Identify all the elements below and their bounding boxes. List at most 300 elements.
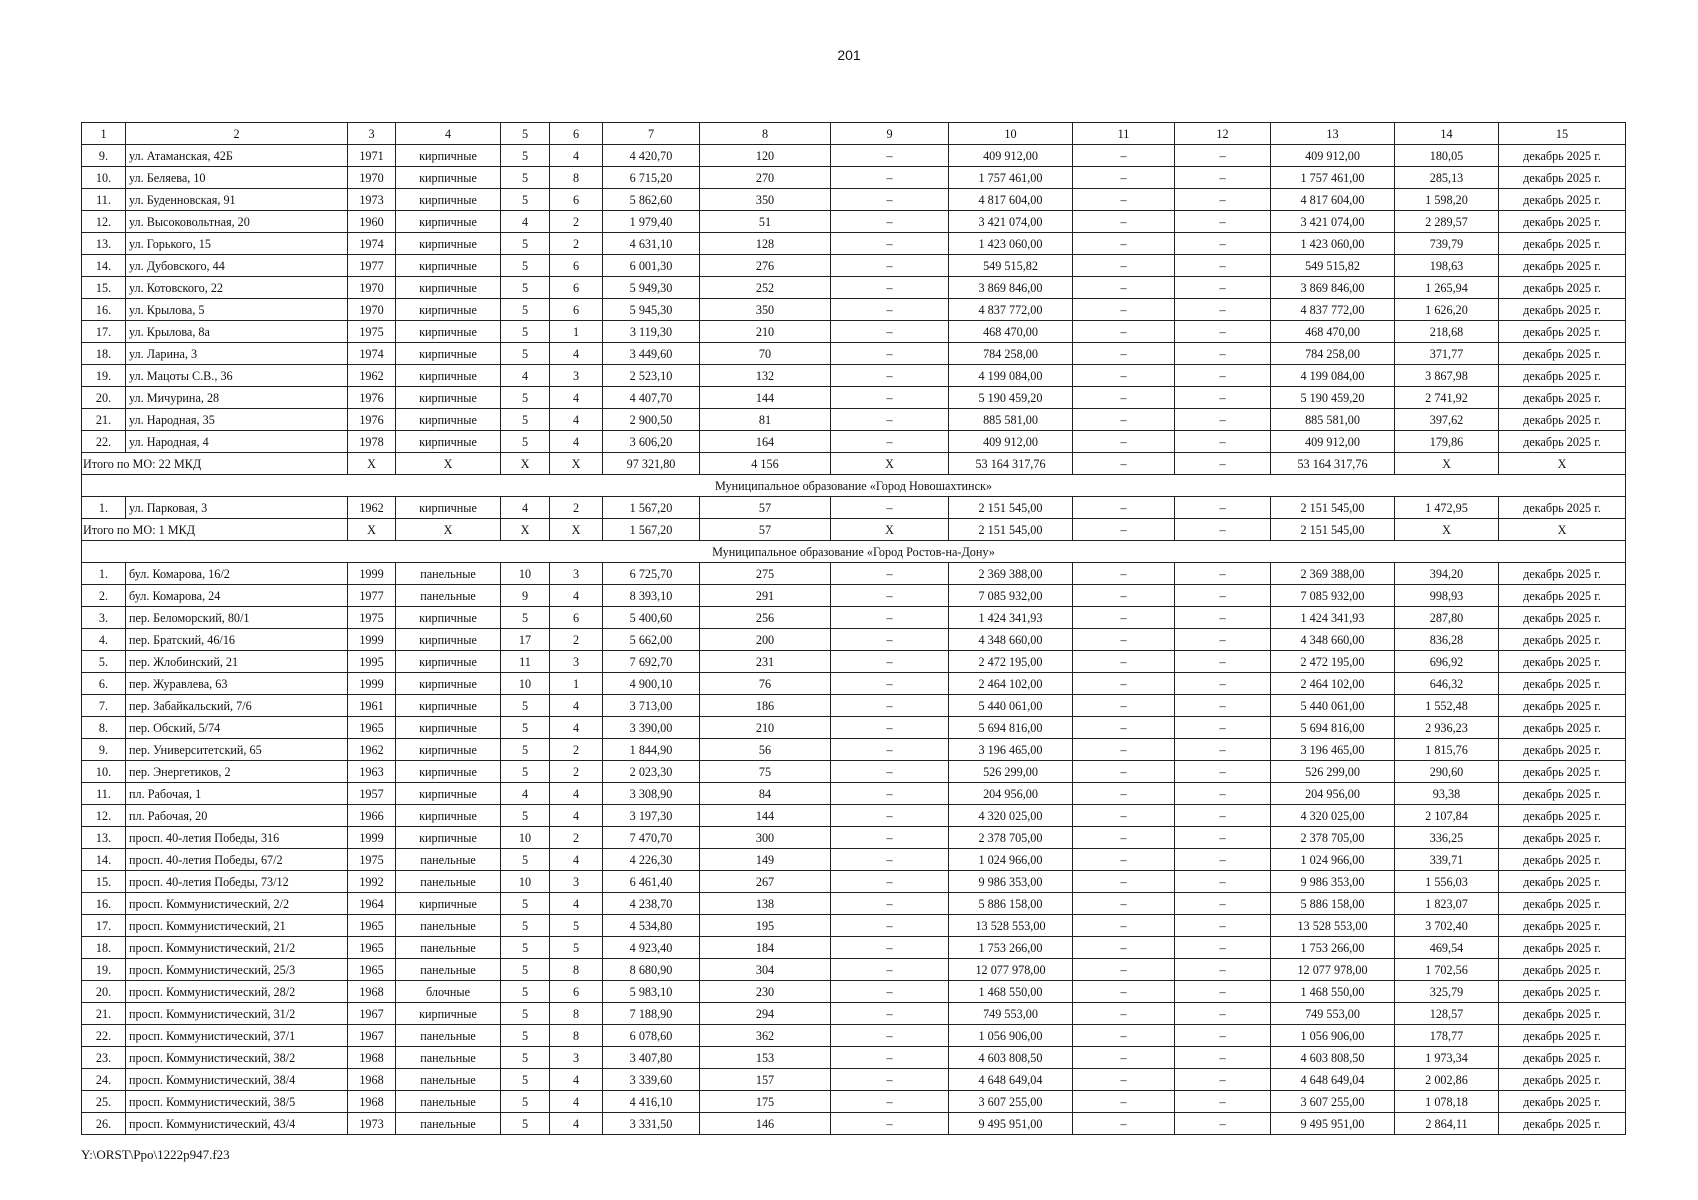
table-cell: – (831, 981, 949, 1003)
table-cell: декабрь 2025 г. (1499, 849, 1626, 871)
table-cell: 1962 (348, 739, 396, 761)
total-row (82, 453, 1626, 475)
table-cell: 1963 (348, 761, 396, 783)
table-cell: 1 702,56 (1395, 959, 1499, 981)
table-cell: 4 320 025,00 (949, 805, 1073, 827)
table-cell: 128,57 (1395, 1003, 1499, 1025)
table-cell: – (1073, 1003, 1175, 1025)
header-cell: 10 (949, 123, 1073, 145)
table-cell: – (1175, 277, 1271, 299)
table-cell: 5 (501, 915, 550, 937)
table-cell: 10. (82, 167, 126, 189)
table-cell: 1 468 550,00 (1271, 981, 1395, 1003)
table-cell: 549 515,82 (1271, 255, 1395, 277)
table-cell: 20. (82, 387, 126, 409)
table-cell: 11. (82, 783, 126, 805)
table-cell: кирпичные (396, 431, 501, 453)
table-cell: кирпичные (396, 277, 501, 299)
table-cell: 186 (700, 695, 831, 717)
table-cell: кирпичные (396, 343, 501, 365)
table-row (82, 849, 1626, 871)
table-cell: 1 753 266,00 (1271, 937, 1395, 959)
table-cell: – (1073, 255, 1175, 277)
table-cell: 2 (550, 761, 603, 783)
table-cell: 4 320 025,00 (1271, 805, 1395, 827)
table-cell: 5 (501, 431, 550, 453)
table-cell: 5 (501, 233, 550, 255)
table-cell: кирпичные (396, 1003, 501, 1025)
table-cell: – (1073, 343, 1175, 365)
table-cell: 2 472 195,00 (949, 651, 1073, 673)
table-cell: 3 702,40 (1395, 915, 1499, 937)
table-cell: – (831, 761, 949, 783)
table-cell: 4 (501, 497, 550, 519)
table-cell: 4 407,70 (603, 387, 700, 409)
table-cell: 157 (700, 1069, 831, 1091)
table-cell: 784 258,00 (949, 343, 1073, 365)
total-cell: X (1395, 519, 1499, 541)
table-cell: – (1175, 1047, 1271, 1069)
table-row (82, 805, 1626, 827)
table-cell: декабрь 2025 г. (1499, 145, 1626, 167)
table-cell: 7 470,70 (603, 827, 700, 849)
table-cell: – (1073, 1091, 1175, 1113)
address-cell: пер. Энергетиков, 2 (126, 761, 348, 783)
table-cell: 294 (700, 1003, 831, 1025)
table-cell: – (831, 1113, 949, 1135)
table-cell: – (831, 629, 949, 651)
table-cell: 409 912,00 (949, 431, 1073, 453)
table-row (82, 189, 1626, 211)
table-cell: 739,79 (1395, 233, 1499, 255)
table-cell: кирпичные (396, 893, 501, 915)
table-cell: 12 077 978,00 (949, 959, 1073, 981)
table-cell: 1 598,20 (1395, 189, 1499, 211)
table-cell: 5 662,00 (603, 629, 700, 651)
table-cell: 4 817 604,00 (949, 189, 1073, 211)
address-cell: просп. 40-летия Победы, 316 (126, 827, 348, 849)
table-cell: 3 (550, 563, 603, 585)
table-cell: панельные (396, 1069, 501, 1091)
table-cell: – (1175, 1003, 1271, 1025)
table-cell: 2. (82, 585, 126, 607)
table-cell: 84 (700, 783, 831, 805)
table-cell: 6. (82, 673, 126, 695)
table-cell: – (1073, 365, 1175, 387)
header-cell: 12 (1175, 123, 1271, 145)
table-cell: 2 (550, 497, 603, 519)
table-cell: 1 424 341,93 (1271, 607, 1395, 629)
table-cell: панельные (396, 1047, 501, 1069)
table-cell: 1999 (348, 629, 396, 651)
table-cell: 18. (82, 937, 126, 959)
table-cell: 4 631,10 (603, 233, 700, 255)
table-cell: – (1175, 145, 1271, 167)
table-cell: 10 (501, 673, 550, 695)
table-cell: – (1175, 585, 1271, 607)
table-cell: – (831, 1091, 949, 1113)
table-cell: – (1175, 497, 1271, 519)
table-cell: – (831, 1025, 949, 1047)
table-cell: 468 470,00 (1271, 321, 1395, 343)
table-cell: 4 (550, 893, 603, 915)
total-cell: X (501, 453, 550, 475)
address-cell: пер. Беломорский, 80/1 (126, 607, 348, 629)
table-cell: 11 (501, 651, 550, 673)
table-cell: 3 607 255,00 (1271, 1091, 1395, 1113)
table-cell: 1976 (348, 409, 396, 431)
table-cell: – (831, 585, 949, 607)
table-cell: декабрь 2025 г. (1499, 739, 1626, 761)
address-cell: ул. Крылова, 5 (126, 299, 348, 321)
address-cell: пер. Обский, 5/74 (126, 717, 348, 739)
table-cell: 5 (501, 167, 550, 189)
table-cell: – (1073, 167, 1175, 189)
table-cell: – (1073, 629, 1175, 651)
table-cell: – (1073, 1047, 1175, 1069)
table-cell: 1 078,18 (1395, 1091, 1499, 1113)
table-row (82, 585, 1626, 607)
table-cell: – (1175, 937, 1271, 959)
header-cell: 5 (501, 123, 550, 145)
table-cell: панельные (396, 937, 501, 959)
table-row (82, 255, 1626, 277)
table-cell: декабрь 2025 г. (1499, 937, 1626, 959)
table-cell: декабрь 2025 г. (1499, 981, 1626, 1003)
table-cell: 5 694 816,00 (1271, 717, 1395, 739)
table-row (82, 1069, 1626, 1091)
table-cell: 2 (550, 233, 603, 255)
table-cell: 4 (550, 849, 603, 871)
table-cell: 4. (82, 629, 126, 651)
table-cell: 4 603 808,50 (1271, 1047, 1395, 1069)
table-cell: – (831, 1047, 949, 1069)
table-cell: 3 421 074,00 (949, 211, 1073, 233)
table-cell: 4 226,30 (603, 849, 700, 871)
table-cell: 5 (501, 805, 550, 827)
table-cell: 4 (550, 805, 603, 827)
table-header (82, 123, 1626, 145)
total-row (82, 519, 1626, 541)
table-cell: 184 (700, 937, 831, 959)
table-cell: 6 715,20 (603, 167, 700, 189)
table-cell: 1968 (348, 1069, 396, 1091)
table-cell: 276 (700, 255, 831, 277)
table-cell: – (1175, 343, 1271, 365)
table-cell: 12 077 978,00 (1271, 959, 1395, 981)
table-cell: 1 552,48 (1395, 695, 1499, 717)
table-cell: кирпичные (396, 365, 501, 387)
table-cell: 1999 (348, 563, 396, 585)
table-cell: 138 (700, 893, 831, 915)
total-cell: X (1499, 453, 1626, 475)
table-cell: – (831, 783, 949, 805)
table-cell: декабрь 2025 г. (1499, 695, 1626, 717)
header-cell: 1 (82, 123, 126, 145)
address-cell: пл. Рабочая, 20 (126, 805, 348, 827)
address-cell: ул. Парковая, 3 (126, 497, 348, 519)
table-cell: 6 461,40 (603, 871, 700, 893)
table-row (82, 915, 1626, 937)
total-cell: X (501, 519, 550, 541)
table-cell: – (1073, 849, 1175, 871)
header-cell: 15 (1499, 123, 1626, 145)
table-cell: 5 (501, 1091, 550, 1113)
table-row (82, 937, 1626, 959)
table-cell: – (831, 189, 949, 211)
table-cell: 5 (501, 937, 550, 959)
table-cell: 1965 (348, 915, 396, 937)
table-cell: – (1073, 981, 1175, 1003)
address-cell: просп. Коммунистический, 38/4 (126, 1069, 348, 1091)
table-cell: 1 056 906,00 (1271, 1025, 1395, 1047)
address-cell: просп. 40-летия Победы, 73/12 (126, 871, 348, 893)
table-cell: декабрь 2025 г. (1499, 167, 1626, 189)
table-cell: – (1175, 321, 1271, 343)
table-cell: 1977 (348, 585, 396, 607)
table-cell: кирпичные (396, 211, 501, 233)
address-cell: просп. Коммунистический, 37/1 (126, 1025, 348, 1047)
header-cell: 3 (348, 123, 396, 145)
table-cell: кирпичные (396, 299, 501, 321)
table-cell: 362 (700, 1025, 831, 1047)
table-cell: 1992 (348, 871, 396, 893)
table-cell: декабрь 2025 г. (1499, 871, 1626, 893)
table-cell: 230 (700, 981, 831, 1003)
table-cell: 2 378 705,00 (1271, 827, 1395, 849)
table-cell: 1 (550, 673, 603, 695)
table-cell: 1 423 060,00 (1271, 233, 1395, 255)
table-cell: – (831, 563, 949, 585)
table-cell: 7 085 932,00 (1271, 585, 1395, 607)
table-cell: – (831, 695, 949, 717)
table-cell: – (1073, 277, 1175, 299)
table-cell: – (1073, 893, 1175, 915)
table-cell: декабрь 2025 г. (1499, 673, 1626, 695)
table-cell: кирпичные (396, 607, 501, 629)
table-cell: 1. (82, 497, 126, 519)
table-cell: – (1175, 629, 1271, 651)
address-cell: просп. Коммунистический, 38/2 (126, 1047, 348, 1069)
address-cell: просп. 40-летия Победы, 67/2 (126, 849, 348, 871)
table-cell: 200 (700, 629, 831, 651)
table-cell: 5 862,60 (603, 189, 700, 211)
address-cell: просп. Коммунистический, 21 (126, 915, 348, 937)
table-cell: 4 (550, 783, 603, 805)
table-cell: 10. (82, 761, 126, 783)
table-cell: 2 289,57 (1395, 211, 1499, 233)
address-cell: просп. Коммунистический, 25/3 (126, 959, 348, 981)
table-cell: 2 369 388,00 (949, 563, 1073, 585)
table-cell: 4 648 649,04 (949, 1069, 1073, 1091)
table-cell: 5 (501, 1113, 550, 1135)
section-title: Муниципальное образование «Город Новошахтинск» (82, 475, 1626, 497)
table-cell: 1962 (348, 365, 396, 387)
table-cell: 291 (700, 585, 831, 607)
table-cell: панельные (396, 849, 501, 871)
table-cell: 175 (700, 1091, 831, 1113)
section-row (82, 541, 1626, 563)
table-cell: – (1175, 409, 1271, 431)
table-cell: 409 912,00 (949, 145, 1073, 167)
table-cell: 6 (550, 607, 603, 629)
table-cell: – (831, 321, 949, 343)
table-cell: 998,93 (1395, 585, 1499, 607)
table-cell: 325,79 (1395, 981, 1499, 1003)
table-cell: 409 912,00 (1271, 431, 1395, 453)
table-cell: 1965 (348, 937, 396, 959)
table-cell: 3 197,30 (603, 805, 700, 827)
table-cell: 4 (550, 431, 603, 453)
table-cell: 144 (700, 805, 831, 827)
table-cell: 2 (550, 739, 603, 761)
address-cell: пл. Рабочая, 1 (126, 783, 348, 805)
table-cell: 51 (700, 211, 831, 233)
table-cell: декабрь 2025 г. (1499, 585, 1626, 607)
table-cell: – (1175, 387, 1271, 409)
table-cell: 132 (700, 365, 831, 387)
table-cell: 21. (82, 1003, 126, 1025)
table-cell: 1 265,94 (1395, 277, 1499, 299)
table-cell: декабрь 2025 г. (1499, 343, 1626, 365)
table-cell: 4 (550, 387, 603, 409)
table-cell: 4 837 772,00 (1271, 299, 1395, 321)
table-cell: 4 (550, 585, 603, 607)
table-cell: кирпичные (396, 233, 501, 255)
table-cell: 5 (501, 299, 550, 321)
table-cell: декабрь 2025 г. (1499, 893, 1626, 915)
table-cell: кирпичные (396, 321, 501, 343)
table-cell: декабрь 2025 г. (1499, 365, 1626, 387)
table-cell: кирпичные (396, 827, 501, 849)
table-cell: 14. (82, 255, 126, 277)
table-cell: 178,77 (1395, 1025, 1499, 1047)
table-row (82, 277, 1626, 299)
total-cell: 53 164 317,76 (1271, 453, 1395, 475)
table-cell: 3 867,98 (1395, 365, 1499, 387)
table-cell: 10 (501, 563, 550, 585)
table-cell: 4 648 649,04 (1271, 1069, 1395, 1091)
table-row (82, 211, 1626, 233)
table-cell: 1970 (348, 299, 396, 321)
table-cell: – (1175, 695, 1271, 717)
table-cell: 287,80 (1395, 607, 1499, 629)
table-row (82, 673, 1626, 695)
table-cell: 4 238,70 (603, 893, 700, 915)
table-cell: 20. (82, 981, 126, 1003)
table-cell: – (831, 959, 949, 981)
table-cell: – (1175, 1025, 1271, 1047)
table-cell: кирпичные (396, 761, 501, 783)
table-cell: 1973 (348, 189, 396, 211)
table-cell: – (831, 893, 949, 915)
table-cell: 2 (550, 211, 603, 233)
table-cell: 10 (501, 871, 550, 893)
table-cell: 17 (501, 629, 550, 651)
table-cell: 5 (501, 1047, 550, 1069)
table-cell: 2 741,92 (1395, 387, 1499, 409)
table-cell: 6 725,70 (603, 563, 700, 585)
table-cell: 397,62 (1395, 409, 1499, 431)
table-cell: 285,13 (1395, 167, 1499, 189)
table-cell: 7 085 932,00 (949, 585, 1073, 607)
table-cell: 8. (82, 717, 126, 739)
table-cell: – (831, 739, 949, 761)
table-row (82, 497, 1626, 519)
table-cell: 5 190 459,20 (949, 387, 1073, 409)
table-cell: 6 001,30 (603, 255, 700, 277)
table-cell: 2 864,11 (1395, 1113, 1499, 1135)
table-cell: декабрь 2025 г. (1499, 805, 1626, 827)
table-cell: 6 (550, 277, 603, 299)
table-cell: 300 (700, 827, 831, 849)
table-cell: 1 056 906,00 (949, 1025, 1073, 1047)
header-cell: 13 (1271, 123, 1395, 145)
table-row (82, 409, 1626, 431)
table-cell: панельные (396, 563, 501, 585)
table-cell: – (831, 211, 949, 233)
table-cell: 6 (550, 299, 603, 321)
table-cell: 4 817 604,00 (1271, 189, 1395, 211)
table-cell: 18. (82, 343, 126, 365)
table-cell: 210 (700, 321, 831, 343)
table-cell: 5 (501, 409, 550, 431)
table-cell: – (831, 431, 949, 453)
table-cell: – (831, 805, 949, 827)
address-cell: ул. Мичурина, 28 (126, 387, 348, 409)
table-cell: – (831, 145, 949, 167)
table-cell: 5 (501, 1025, 550, 1047)
table-cell: – (831, 915, 949, 937)
table-cell: 19. (82, 365, 126, 387)
table-cell: – (1175, 607, 1271, 629)
table-cell: 371,77 (1395, 343, 1499, 365)
table-cell: кирпичные (396, 717, 501, 739)
table-cell: 5 (501, 893, 550, 915)
table-cell: 749 553,00 (949, 1003, 1073, 1025)
table-cell: 70 (700, 343, 831, 365)
table-cell: 5 (501, 981, 550, 1003)
table-cell: 5 949,30 (603, 277, 700, 299)
table-cell: 22. (82, 431, 126, 453)
table-cell: 6 (550, 255, 603, 277)
table-cell: 1 844,90 (603, 739, 700, 761)
address-cell: ул. Буденновская, 91 (126, 189, 348, 211)
table-cell: кирпичные (396, 255, 501, 277)
table-cell: 267 (700, 871, 831, 893)
table-cell: 409 912,00 (1271, 145, 1395, 167)
table-cell: 3 607 255,00 (949, 1091, 1073, 1113)
table-row (82, 959, 1626, 981)
table-cell: декабрь 2025 г. (1499, 409, 1626, 431)
address-cell: ул. Горького, 15 (126, 233, 348, 255)
table-cell: 1 423 060,00 (949, 233, 1073, 255)
table-cell: 164 (700, 431, 831, 453)
table-cell: 4 348 660,00 (949, 629, 1073, 651)
table-cell: 1976 (348, 387, 396, 409)
address-cell: ул. Дубовского, 44 (126, 255, 348, 277)
total-label: Итого по МО: 1 МКД (82, 519, 348, 541)
table-cell: 4 534,80 (603, 915, 700, 937)
table-cell: 5 886 158,00 (1271, 893, 1395, 915)
table-cell: 180,05 (1395, 145, 1499, 167)
table-cell: – (1175, 827, 1271, 849)
table-cell: – (831, 937, 949, 959)
table-cell: 4 (550, 695, 603, 717)
table-cell: 1967 (348, 1003, 396, 1025)
table-cell: – (831, 651, 949, 673)
table-cell: 1964 (348, 893, 396, 915)
